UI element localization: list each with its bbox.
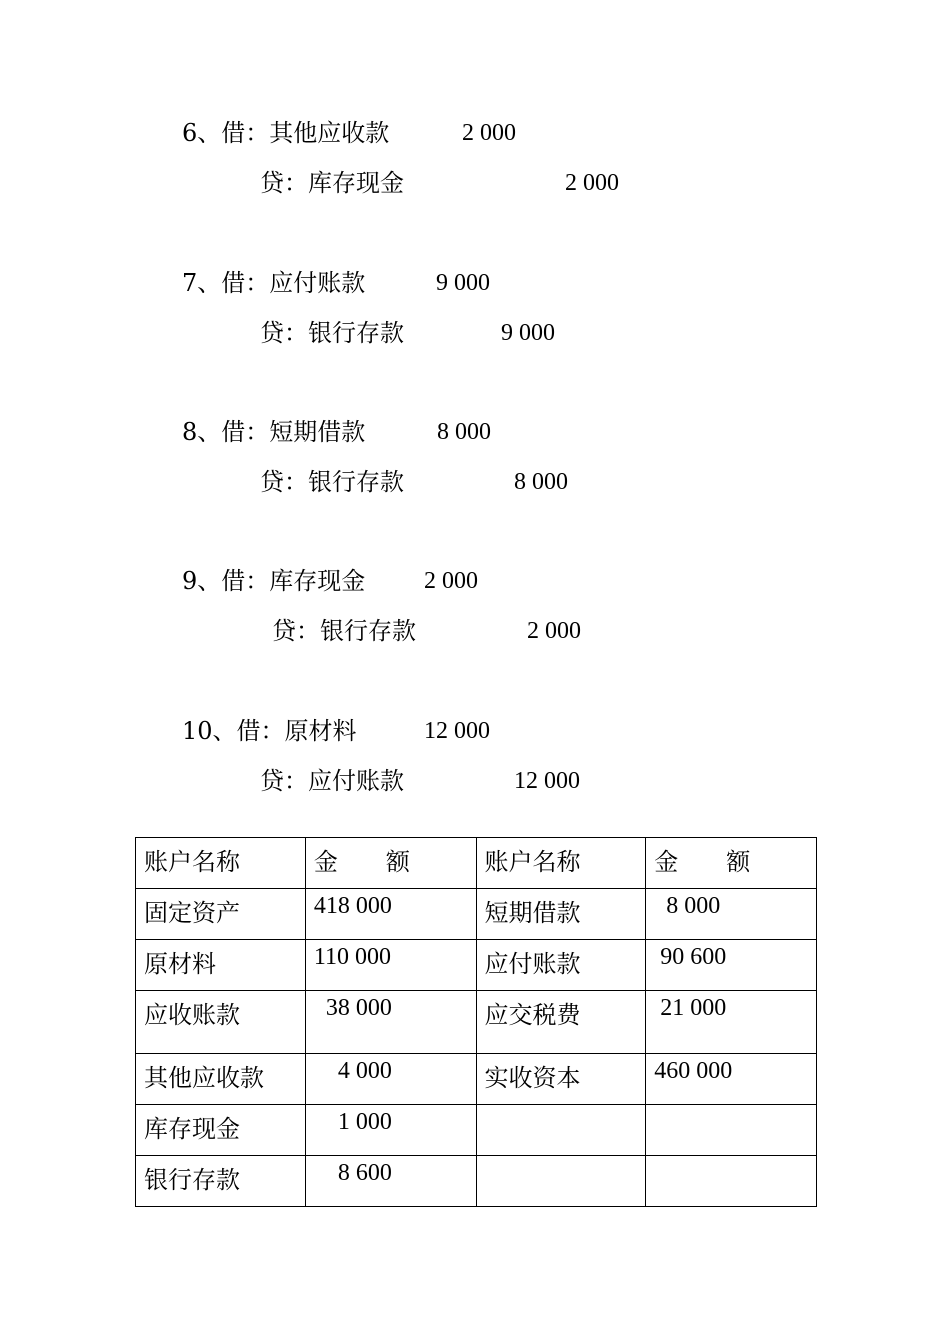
amount-cell: 4 000 — [305, 1054, 476, 1105]
table-header-cell: 金 额 — [305, 838, 476, 889]
entry-8-debit-amount: 8 000 — [437, 419, 491, 445]
entry-7-debit-label: 7、借：应付账款 — [182, 269, 366, 297]
entry-10-debit-amount: 12 000 — [424, 718, 490, 744]
amount-cell: 90 600 — [646, 940, 817, 991]
amount-cell: 8 600 — [305, 1156, 476, 1207]
table-row — [136, 889, 817, 940]
amount-cell: 110 000 — [305, 940, 476, 991]
entry-6-credit-label: 贷：库存现金 — [260, 169, 404, 197]
account-name-cell: 其他应收款 — [136, 1054, 306, 1105]
table-row — [136, 1156, 817, 1207]
entry-8-credit-amount: 8 000 — [514, 469, 568, 495]
table-row — [136, 1054, 817, 1105]
entry-8-debit-label: 8、借：短期借款 — [182, 418, 366, 446]
entry-6-credit-amount: 2 000 — [565, 170, 619, 196]
entry-9-debit-amount: 2 000 — [424, 568, 478, 594]
account-name-cell: 应交税费 — [476, 991, 646, 1054]
amount-cell: 21 000 — [646, 991, 817, 1054]
account-name-cell: 库存现金 — [136, 1105, 306, 1156]
account-name-cell: 应付账款 — [476, 940, 646, 991]
amount-cell: 1 000 — [305, 1105, 476, 1156]
table-header-cell: 账户名称 — [136, 838, 306, 889]
entry-10-debit-label: 10、借：原材料 — [182, 717, 357, 745]
account-name-cell: 银行存款 — [136, 1156, 306, 1207]
table-row — [136, 1105, 817, 1156]
entry-10-credit-amount: 12 000 — [514, 768, 580, 794]
entry-8-credit-label: 贷：银行存款 — [260, 468, 404, 496]
entry-7-credit-label: 贷：银行存款 — [260, 319, 404, 347]
entry-7-debit-amount: 9 000 — [436, 270, 490, 296]
table-header-cell: 金 额 — [646, 838, 817, 889]
amount-cell — [646, 1105, 817, 1156]
entry-7-credit-amount: 9 000 — [501, 320, 555, 346]
table-row — [136, 991, 817, 1054]
account-name-cell: 固定资产 — [136, 889, 306, 940]
table-row — [136, 940, 817, 991]
account-name-cell: 原材料 — [136, 940, 306, 991]
account-name-cell: 实收资本 — [476, 1054, 646, 1105]
entry-9-credit-amount: 2 000 — [527, 618, 581, 644]
account-name-cell — [476, 1105, 646, 1156]
entry-9-credit-label: 贷：银行存款 — [272, 617, 416, 645]
amount-cell: 8 000 — [646, 889, 817, 940]
amount-cell: 38 000 — [305, 991, 476, 1054]
entry-9-debit-label: 9、借：库存现金 — [182, 567, 366, 595]
table-header-cell: 账户名称 — [476, 838, 646, 889]
amount-cell: 460 000 — [646, 1054, 817, 1105]
entry-6-debit-label: 6、借：其他应收款 — [182, 119, 390, 147]
account-name-cell — [476, 1156, 646, 1207]
account-name-cell: 应收账款 — [136, 991, 306, 1054]
entry-6-debit-amount: 2 000 — [462, 120, 516, 146]
table-header-row — [136, 838, 817, 889]
account-balance-table — [135, 837, 817, 1207]
account-name-cell: 短期借款 — [476, 889, 646, 940]
entry-10-credit-label: 贷：应付账款 — [260, 767, 404, 795]
amount-cell: 418 000 — [305, 889, 476, 940]
amount-cell — [646, 1156, 817, 1207]
